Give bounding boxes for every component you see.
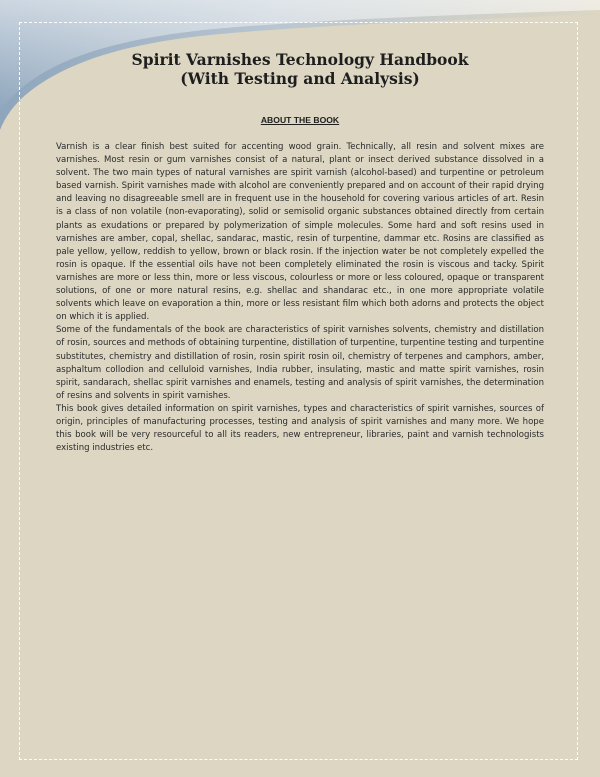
book-title — [0, 50, 600, 88]
description-body — [56, 141, 544, 455]
title-line-2: (With Testing and Analysis) — [180, 69, 420, 88]
paragraph: Some of the fundamentals of the book are characteristics of spirit varnishes solvents, chemistry and distillation of rosin, sources and methods of obtaining turpentine, distillation of turpentine, turpentine testing and turpentine substitutes, chemistry and distillation of rosin, rosin spirit rosin oil, chemistry of terpenes and camphors, amber, asphaltum collodion and celluloid varnishes, India rubber, insulating, mastic and matte spirit varnishes, rosin spirit, sandarach, shellac spirit varnishes and enamels, testing and analysis of spirit varnishes, the determination of resins and solvents in spirit varnishes. — [56, 325, 544, 401]
paragraph: This book gives detailed information on spirit varnishes, types and characteristics of spirit varnishes, sources of origin, principles of manufacturing processes, testing and analysis of spirit varnishes and many more. We hope this book will be very resourceful to all its readers, new entrepreneur, libraries, paint and varnish technologists existing industries etc. — [56, 403, 544, 454]
section-heading: ABOUT THE BOOK — [260, 115, 340, 125]
title-line-1: Spirit Varnishes Technology Handbook — [131, 50, 469, 69]
paragraph: Varnish is a clear finish best suited for accenting wood grain. Technically, all resin and solvent mixes are varnishes. Most resin or gum varnishes consist of a natural, plant or insect derived substance dissolved in a solvent. The two main types of natural varnishes are spirit varnish (alcohol-based) and turpentine or petroleum based varnish. Spirit varnishes made with alcohol are conveniently prepared and on account of their rapid drying and leaving no disagreeable smell are in frequent use in the household for covering various articles of art. Resin is a class of non volatile (non-evaporating), solid or semisolid organic substances obtained directly from certain plants as exudations or prepared by polymerization of simple molecules. Some hard and soft resins used in varnishes are amber, copal, shellac, sandarac, mastic, resin of turpentine, dammar etc. Rosins are classified as pale yellow, yellow, reddish to yellow, brown or black rosin. If the injection water be not completely expelled the rosin is opaque. If the essential oils have not been completely eliminated the rosin is viscous and tacky. Spirit varnishes are more or less thin, more or less viscous, colourless or more or less coloured, opaque or transparent solutions, of one or more natural resins, e.g. shellac and shandarac etc., in one more appropriate volatile solvents which leave on evaporation a thin, more or less resistant film which both adorns and protects the object on which it is applied. — [56, 142, 544, 323]
